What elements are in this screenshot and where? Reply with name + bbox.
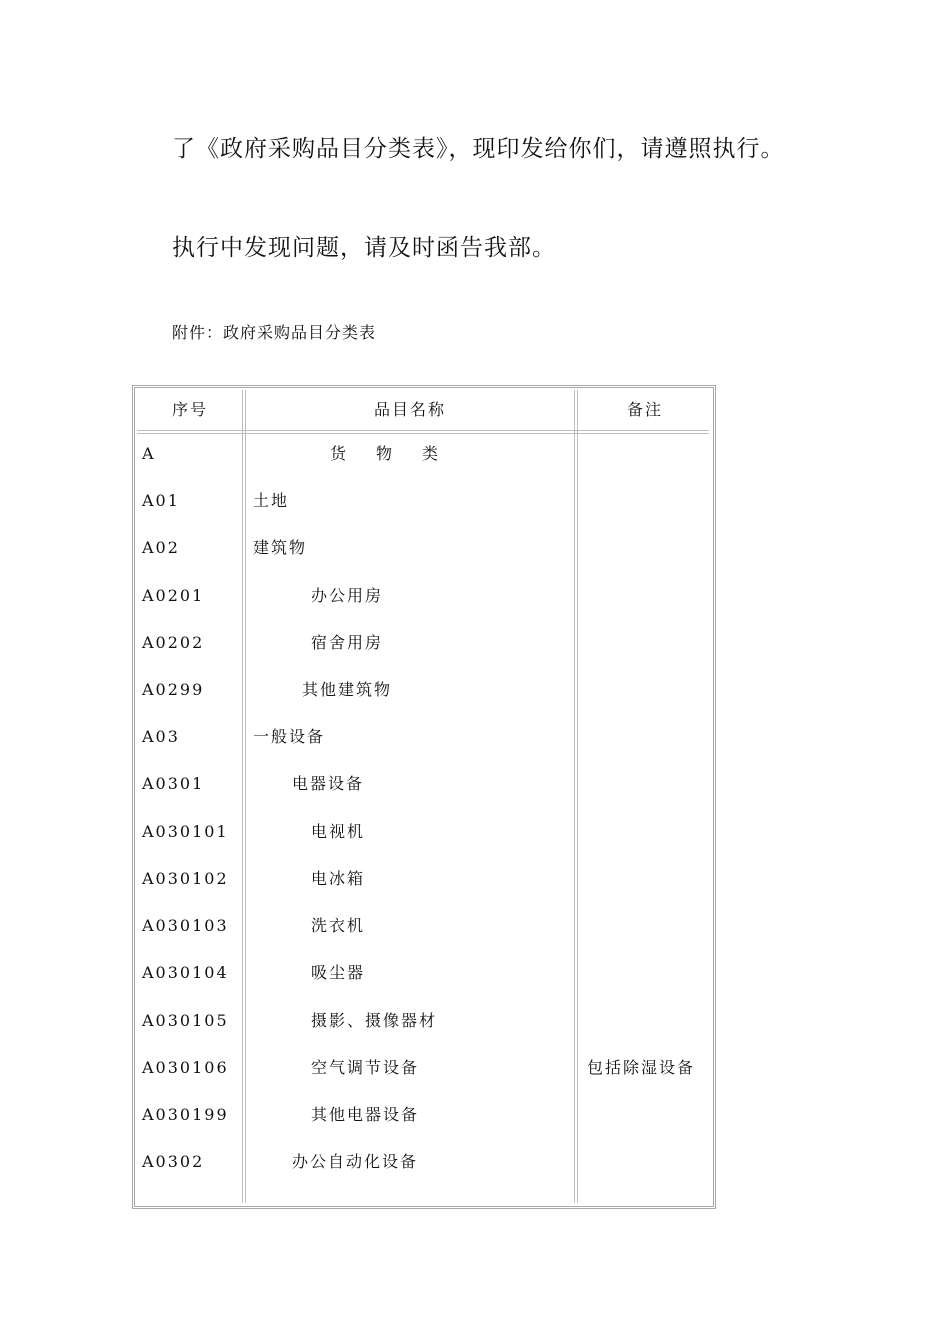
row-code: A	[142, 444, 156, 463]
row-name: 电器设备	[292, 774, 365, 793]
body-paragraph-2: 执行中发现问题，请及时函告我部。	[172, 235, 556, 261]
row-code: A030199	[142, 1105, 229, 1124]
row-code: A01	[142, 491, 180, 510]
row-name: 建筑物	[253, 538, 308, 557]
row-code: A0301	[142, 774, 205, 793]
row-name: 摄影、摄像器材	[311, 1011, 438, 1030]
row-name: 货物类	[330, 444, 469, 463]
row-code: A0202	[142, 633, 205, 652]
row-name: 电冰箱	[311, 869, 366, 888]
row-code: A03	[142, 727, 180, 746]
row-code: A030101	[142, 822, 229, 841]
row-name: 土地	[253, 491, 290, 510]
row-code: A0299	[142, 680, 205, 699]
attachment-label: 附件：政府采购品目分类表	[172, 323, 377, 342]
row-name: 吸尘器	[311, 963, 366, 982]
row-name: 宿舍用房	[311, 633, 384, 652]
body-paragraph-1: 了《政府采购品目分类表》，现印发给你们，请遵照执行。	[172, 136, 785, 162]
row-code: A02	[142, 538, 180, 557]
row-name: 一般设备	[253, 727, 326, 746]
row-name: 办公自动化设备	[292, 1152, 419, 1171]
header-note: 备注	[626, 400, 663, 419]
header-divider	[137, 430, 709, 434]
row-name: 其他建筑物	[302, 680, 393, 699]
classification-table	[132, 385, 716, 1209]
row-code: A0201	[142, 586, 205, 605]
header-name: 品目名称	[373, 400, 446, 419]
row-code: A030106	[142, 1058, 229, 1077]
row-name: 电视机	[311, 822, 366, 841]
column-divider-1	[242, 390, 246, 1203]
row-name: 洗衣机	[311, 916, 366, 935]
row-code: A030105	[142, 1011, 229, 1030]
row-code: A030104	[142, 963, 229, 982]
row-name: 其他电器设备	[311, 1105, 420, 1124]
row-code: A030103	[142, 916, 229, 935]
row-code: A0302	[142, 1152, 205, 1171]
header-no: 序号	[171, 400, 208, 419]
row-name: 办公用房	[311, 586, 384, 605]
row-note: 包括除湿设备	[587, 1058, 696, 1077]
row-code: A030102	[142, 869, 229, 888]
row-name: 空气调节设备	[311, 1058, 420, 1077]
column-divider-2	[574, 390, 578, 1203]
